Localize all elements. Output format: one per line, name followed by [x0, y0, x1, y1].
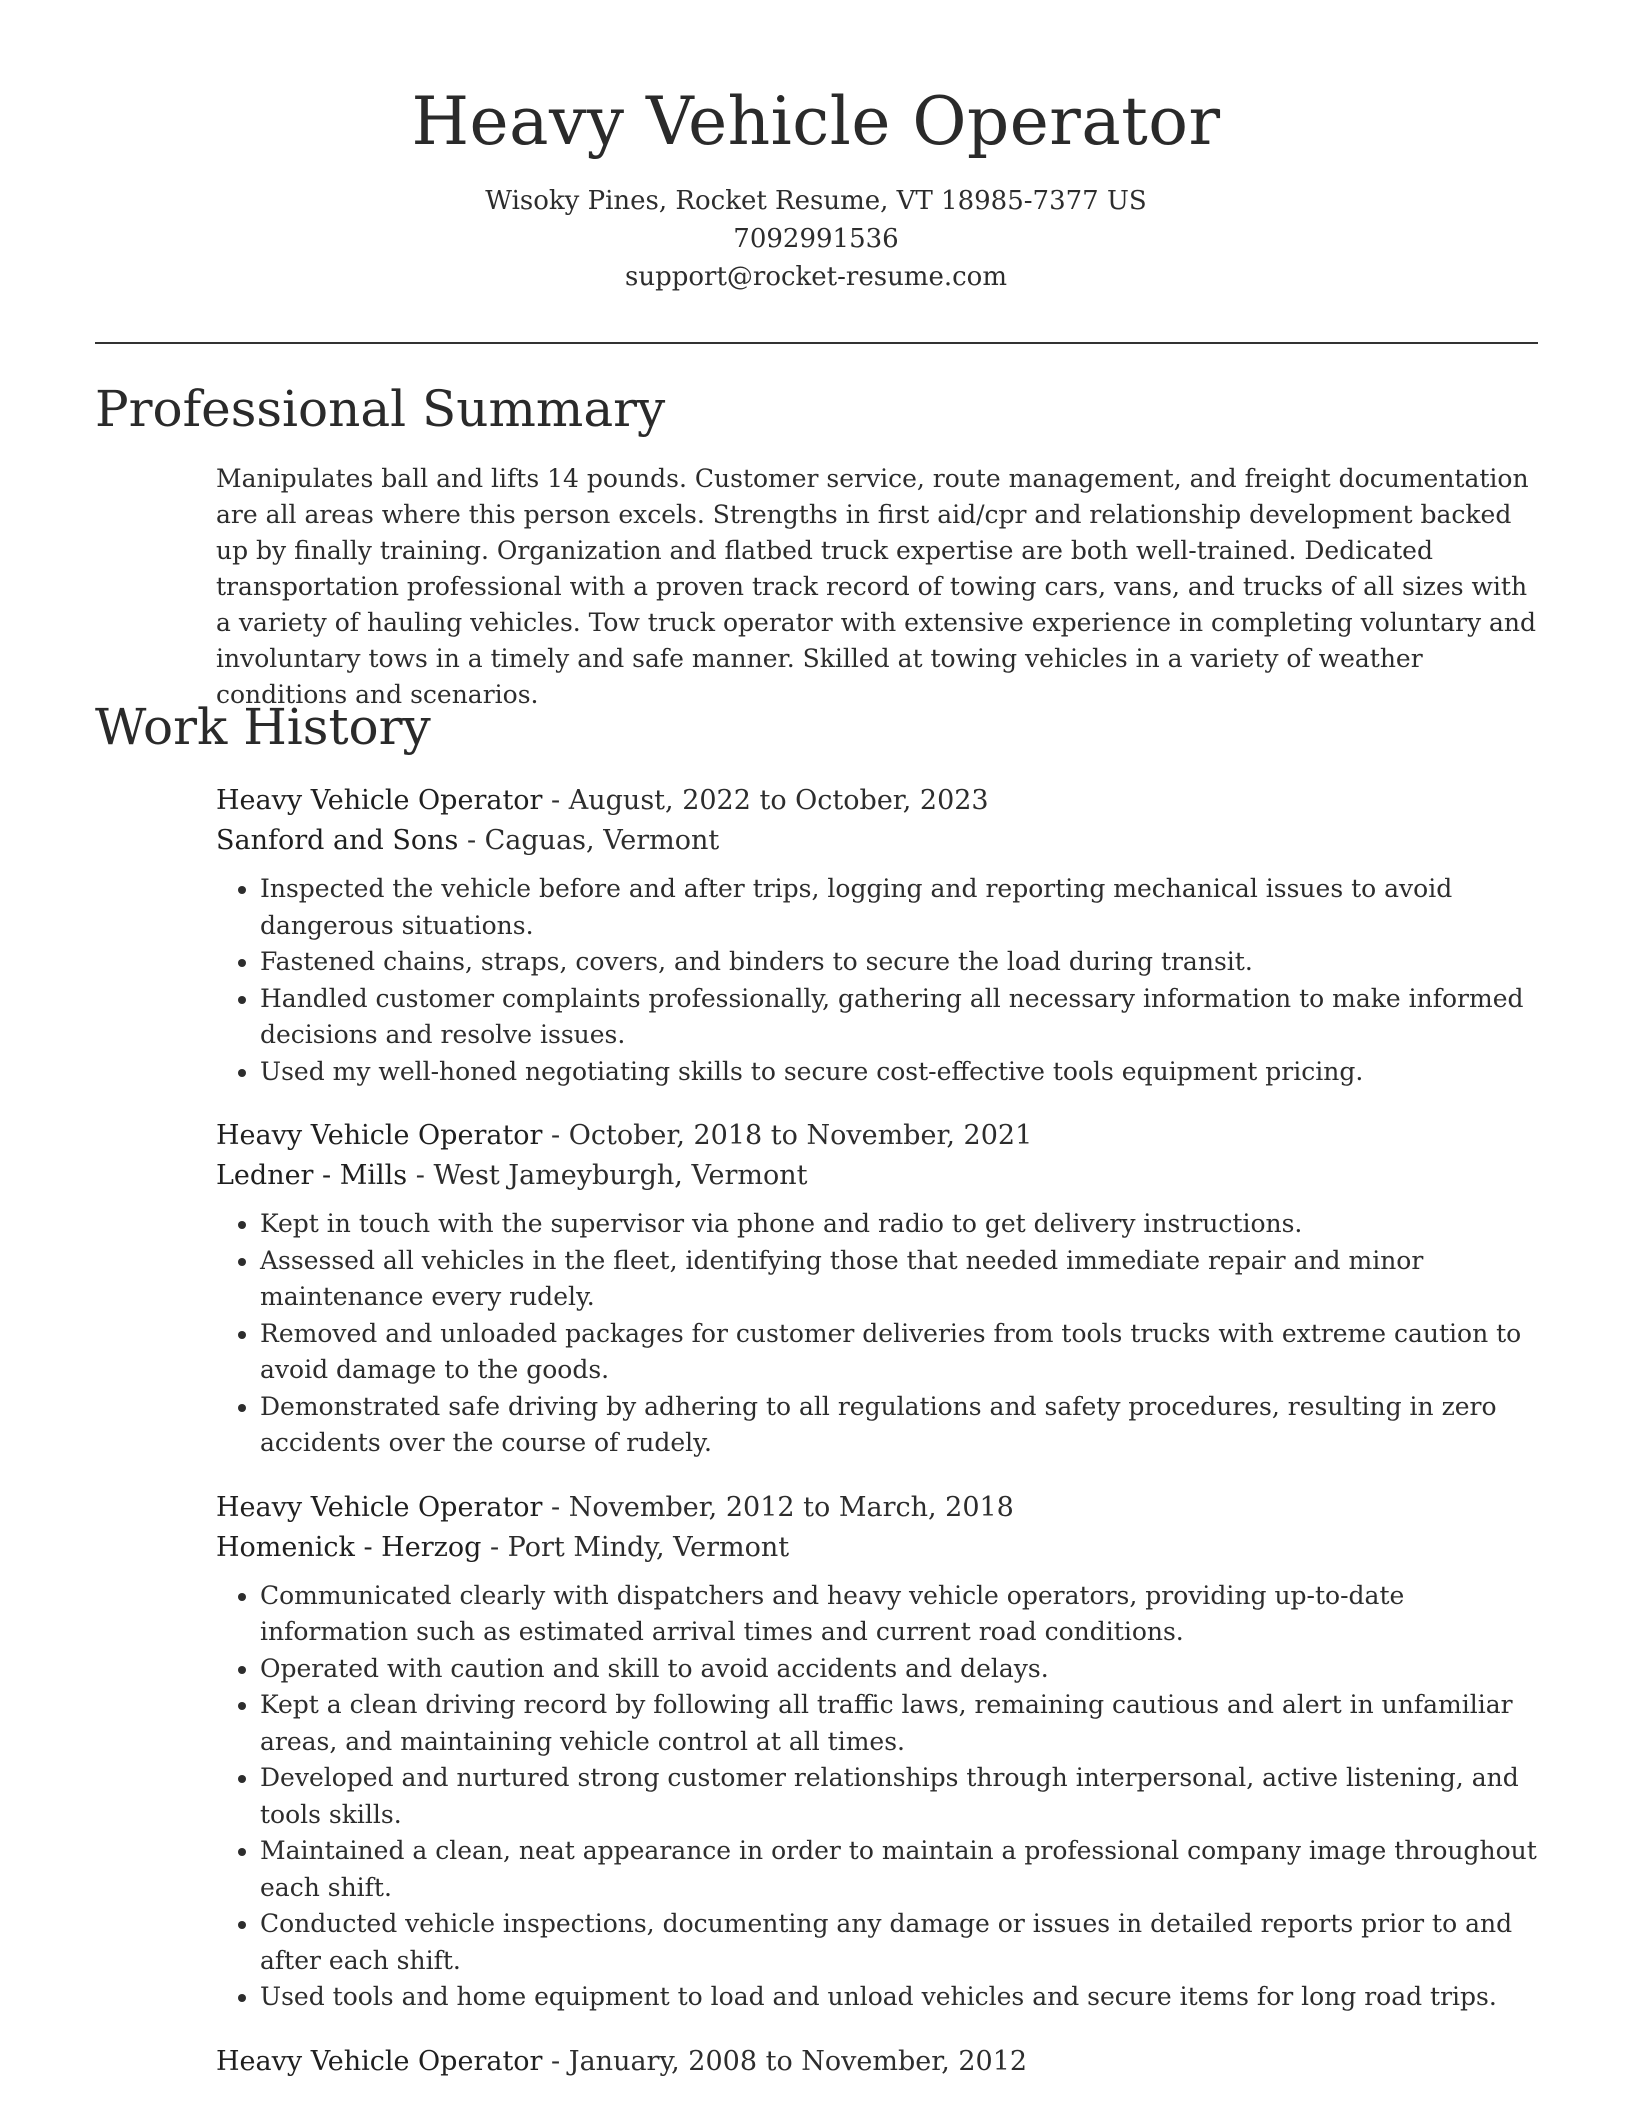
job-list [216, 781, 1546, 2108]
contact-phone: 7092991536 [733, 223, 899, 254]
job-title-line [216, 1488, 1546, 1528]
job-bullet: • Communicated clearly with dispatchers and heavy vehicle operators, providing up-to-date information such as estimated arrival times and current road conditions. [260, 1578, 1546, 1651]
job-company-line [216, 1528, 1546, 1568]
job-bullet: • Fastened chains, straps, covers, and binders to secure the load during transit. [260, 944, 1546, 981]
summary-heading: Professional Summary [95, 380, 666, 438]
job-bullet: • Kept in touch with the supervisor via phone and radio to get delivery instructions. [260, 1206, 1546, 1243]
job-bullets [216, 1206, 1546, 1462]
job-entry [216, 781, 1546, 1090]
summary-text: Manipulates ball and lifts 14 pounds. Customer service, route management, and freight documentation are all areas where this person excels. Strengths in first aid/cpr and relationship development backed up by finally training. Organization and flatbed truck expertise are both well-trained. Dedicated transportation professional with a proven track record of towing cars, vans, and trucks of all sizes with a variety of hauling vehicles. Tow truck operator with extensive experience in completing voluntary and involuntary tows in a timely and safe manner. Skilled at towing vehicles in a variety of weather conditions and scenarios. [216, 464, 1537, 709]
job-bullet: • Operated with caution and skill to avoid accidents and delays. [260, 1651, 1546, 1688]
job-bullet: • Inspected the vehicle before and after trips, logging and reporting mechanical issues to avoid dangerous situations. [260, 871, 1546, 944]
job-dates: - October, 2018 to November, 2021 [542, 1120, 1033, 1151]
job-bullet: • Conducted vehicle inspections, documenting any damage or issues in detailed reports prior to and after each shift. [260, 1906, 1546, 1979]
resume-header [0, 0, 1632, 296]
job-entry [216, 1488, 1546, 2016]
job-company: Ledner - Mills [216, 1160, 408, 1191]
job-company-line [216, 821, 1546, 861]
contact-info [0, 182, 1632, 296]
job-location: - West Jameyburgh, Vermont [407, 1160, 808, 1191]
job-title: Heavy Vehicle Operator [216, 1491, 543, 1523]
job-bullet: • Used tools and home equipment to load and unload vehicles and secure items for long road trips. [260, 1979, 1546, 2016]
job-dates: - January, 2008 to November, 2012 [542, 2045, 1028, 2077]
work-history-heading: Work History [95, 698, 431, 756]
job-bullet: • Used my well-honed negotiating skills to secure cost-effective tools equipment pricing. [260, 1054, 1546, 1091]
job-bullet: • Handled customer complaints professionally, gathering all necessary information to make informed decisions and resolve issues. [260, 981, 1546, 1054]
job-bullet: • Removed and unloaded packages for customer deliveries from tools trucks with extreme caution to avoid damage to the goods. [260, 1316, 1546, 1389]
job-location: - Caguas, Vermont [458, 825, 720, 856]
job-bullet: • Kept a clean driving record by following all traffic laws, remaining cautious and alert in unfamiliar areas, and maintaining vehicle control at all times. [260, 1687, 1546, 1760]
job-bullet: • Developed and nurtured strong customer relationships through interpersonal, active listening, and tools skills. [260, 1760, 1546, 1833]
job-title: Heavy Vehicle Operator [216, 785, 543, 816]
job-title-line [216, 781, 1546, 821]
job-title-line [216, 1116, 1546, 1156]
job-bullets [216, 871, 1546, 1090]
job-dates: - August, 2022 to October, 2023 [542, 785, 989, 816]
job-entry [216, 2042, 1546, 2082]
header-divider [95, 342, 1538, 344]
contact-address: Wisoky Pines, Rocket Resume, VT 18985-7377 US [485, 185, 1147, 216]
job-dates: - November, 2012 to March, 2018 [542, 1491, 1014, 1523]
job-company-line [216, 1156, 1546, 1196]
job-company: Homenick - Herzog [216, 1531, 482, 1563]
job-title: Heavy Vehicle Operator [216, 1120, 543, 1151]
job-title: Heavy Vehicle Operator [216, 2045, 543, 2077]
contact-email: support@rocket-resume.com [624, 261, 1007, 292]
job-bullet: • Demonstrated safe driving by adhering to all regulations and safety procedures, resulting in zero accidents over the course of rudely. [260, 1389, 1546, 1462]
job-title-line [216, 2042, 1546, 2082]
job-location: - Port Mindy, Vermont [481, 1531, 790, 1563]
job-company: Sanford and Sons [216, 825, 459, 856]
job-bullet: • Maintained a clean, neat appearance in order to maintain a professional company image throughout each shift. [260, 1833, 1546, 1906]
job-bullets [216, 1578, 1546, 2016]
candidate-name: Heavy Vehicle Operator [411, 83, 1221, 160]
job-entry [216, 1116, 1546, 1462]
job-bullet: • Assessed all vehicles in the fleet, identifying those that needed immediate repair and minor maintenance every rudely. [260, 1243, 1546, 1316]
